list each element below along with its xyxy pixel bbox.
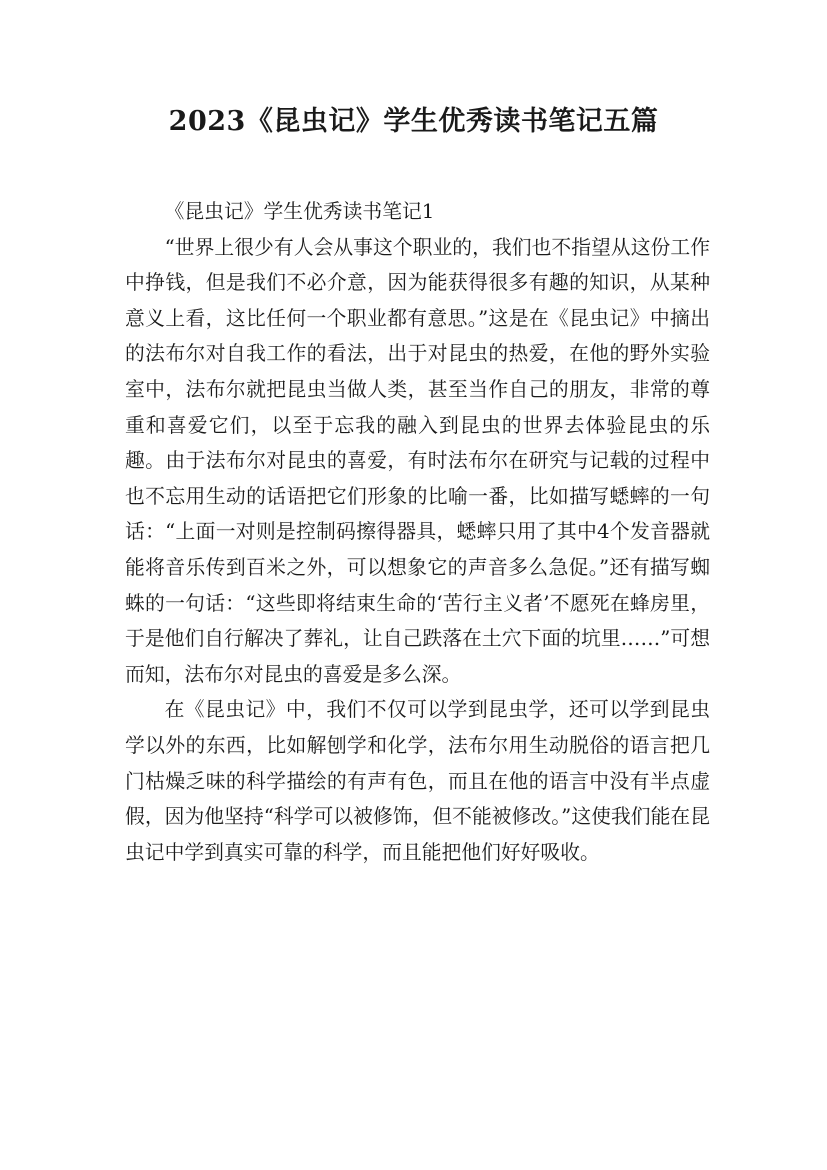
paragraph-1: “世界上很少有人会从事这个职业的，我们也不指望从这份工作中挣钱，但是我们不必介意，因为能获得很多有趣的知识，从某种意义上看，这比任何一个职业都有意思。”这是在《昆虫记》中摘出的法布尔对自我工作的看法，出于对昆虫的热爱，在他的野外实验室中，法布尔就把昆虫当做人类，甚至当作自己的朋友，非常的尊重和喜爱它们，以至于忘我的融入到昆虫的世界去体验昆虫的乐趣。由于法布尔对昆虫的喜爱，有时法布尔在研究与记载的过程中也不忘用生动的话语把它们形象的比喻一番，比如描写蟋蟀的一句话：“上面一对则是控制码擦得器具，蟋蟀只用了其中4个发音器就能将音乐传到百米之外，可以想象它的声音多么急促。”还有描写蜘蛛的一句话：“这些即将结束生命的‘苦行主义者’不愿死在蜂房里，于是他们自行解决了葬礼，让自己跌落在土穴下面的坑里……”可想而知，法布尔对昆虫的喜爱是多么深。	[125, 235, 710, 686]
paragraph-2: 在《昆虫记》中，我们不仅可以学到昆虫学，还可以学到昆虫学以外的东西，比如解刨学和化学，法布尔用生动脱俗的语言把几门枯燥乏味的科学描绘的有声有色，而且在他的语言中没有半点虚假，因为他坚持“科学可以被修饰，但不能被修改。”这使我们能在昆虫记中学到真实可靠的科学，而且能把他们好好吸收。	[125, 698, 710, 864]
document-title: 2023《昆虫记》学生优秀读书笔记五篇	[168, 106, 659, 137]
document-body	[125, 194, 710, 870]
section-heading: 《昆虫记》学生优秀读书笔记1	[164, 200, 435, 223]
